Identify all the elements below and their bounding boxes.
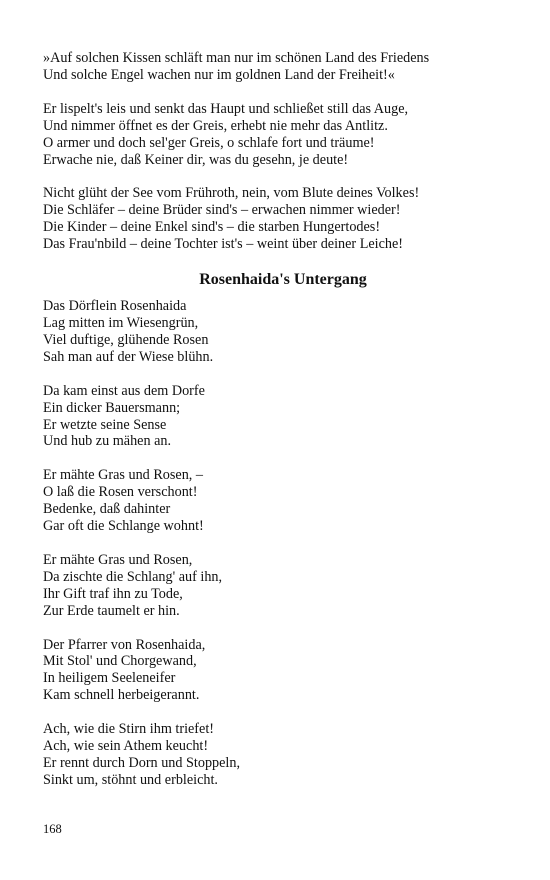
- verse-line: Sinkt um, stöhnt und erbleicht.: [43, 771, 218, 788]
- verse-line: Die Schläfer – deine Brüder sind's – erwachen nimmer wieder!: [43, 202, 401, 219]
- verse-line: O armer und doch sel'ger Greis, o schlafe fort und träume!: [43, 134, 375, 151]
- verse-line: Die Kinder – deine Enkel sind's – die starben Hungertodes!: [43, 219, 381, 236]
- verse-line: Nicht glüht der See vom Frühroth, nein, vom Blute deines Volkes!: [43, 185, 420, 202]
- verse-line: Ein dicker Bauersmann;: [43, 399, 181, 416]
- stanza: [43, 50, 523, 84]
- stanza: [43, 552, 523, 620]
- verse-line: Da kam einst aus dem Dorfe: [43, 382, 205, 399]
- verse-line: Da zischte die Schlang' auf ihn,: [43, 568, 223, 585]
- verse-line: O laß die Rosen verschont!: [43, 484, 198, 501]
- stanza: [43, 101, 523, 169]
- verse-line: Er lispelt's leis und senkt das Haupt und schließet still das Auge,: [43, 100, 409, 117]
- verse-line: Bedenke, daß dahinter: [43, 501, 171, 518]
- stanza: [43, 467, 523, 535]
- verse-line: Sah man auf der Wiese blühn.: [43, 348, 214, 365]
- verse-line: Und nimmer öffnet es der Greis, erhebt nie mehr das Antlitz.: [43, 117, 388, 134]
- verse-line: Ihr Gift traf ihn zu Tode,: [43, 585, 183, 602]
- verse-line: »Auf solchen Kissen schläft man nur im schönen Land des Friedens: [43, 50, 430, 66]
- stanza: [43, 383, 523, 451]
- verse-line: Erwache nie, daß Keiner dir, was du gesehn, je deute!: [43, 151, 349, 168]
- verse-line: Und hub zu mähen an.: [43, 433, 172, 450]
- poem-title: Rosenhaida's Untergang: [199, 271, 367, 289]
- stanza: [43, 637, 523, 705]
- verse-line: Der Pfarrer von Rosenhaida,: [43, 636, 206, 653]
- verse-line: Viel duftige, glühende Rosen: [43, 331, 209, 348]
- verse-line: Das Dörflein Rosenhaida: [43, 298, 187, 315]
- verse-line: Er rennt durch Dorn und Stoppeln,: [43, 755, 241, 771]
- page-number: 168: [43, 822, 62, 836]
- verse-line: Er mähte Gras und Rosen, –: [43, 467, 203, 484]
- verse-line: Er wetzte seine Sense: [43, 416, 167, 433]
- verse-line: In heiligem Seeleneifer: [43, 670, 176, 687]
- stanza: [43, 721, 523, 789]
- page-body: [43, 50, 523, 806]
- verse-line: Mit Stol' und Chorgewand,: [43, 653, 197, 670]
- stanza: [43, 185, 523, 253]
- verse-line: Und solche Engel wachen nur im goldnen Land der Freiheit!«: [43, 66, 395, 83]
- verse-line: Zur Erde taumelt er hin.: [43, 602, 180, 619]
- verse-line: Lag mitten im Wiesengrün,: [43, 314, 199, 331]
- stanza: [43, 298, 523, 366]
- verse-line: Ach, wie sein Athem keucht!: [43, 738, 209, 755]
- verse-line: Er mähte Gras und Rosen,: [43, 551, 193, 568]
- verse-line: Gar oft die Schlange wohnt!: [43, 518, 204, 535]
- verse-line: Ach, wie die Stirn ihm triefet!: [43, 721, 214, 738]
- verse-line: Das Frau'nbild – deine Tochter ist's – weint über deiner Leiche!: [43, 236, 404, 253]
- verse-line: Kam schnell herbeigerannt.: [43, 687, 200, 704]
